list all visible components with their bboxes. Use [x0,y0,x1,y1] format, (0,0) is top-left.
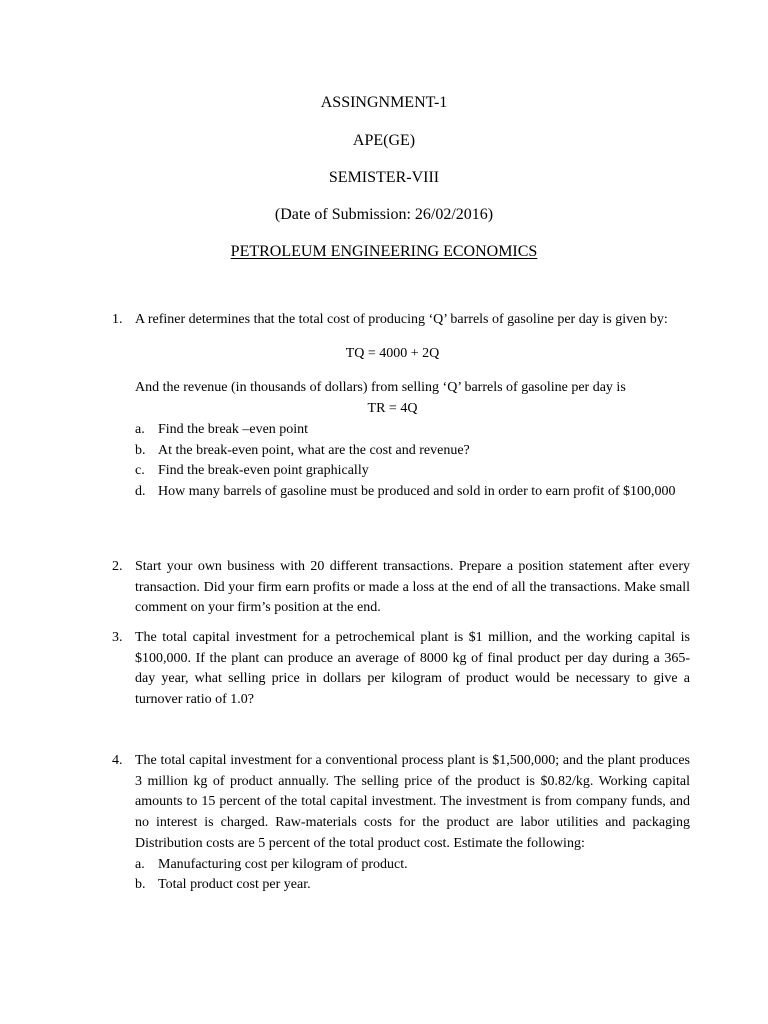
revenue-text: And the revenue (in thousands of dollars) from selling ‘Q’ barrels of gasoline per day is [135,380,626,396]
question-text: The total capital investment for a conventional process plant is $1,500,000; and the plant produces 3 million kg of product annually. The selling price of the product is $0.82/kg. Working capital amounts to 15 percent of the total capital investment. The investment is from company funds, and no interest is charged. Raw-materials costs for the product are labor utilities and packaging Distribution costs are 5 percent of the total product cost. Estimate the following: [135,753,690,851]
subject-title: PETROLEUM ENGINEERING ECONOMICS [230,243,538,260]
list-item: c. Find the break-even point graphically [135,463,369,479]
question-number: 1. [112,312,123,327]
question-number: 2. [112,559,123,574]
submission-date: (Date of Submission: 26/02/2016) [274,206,494,223]
list-item: b. At the break-even point, what are the cost and revenue? [135,442,470,458]
question-4 [112,751,690,896]
list-item: b. Total product cost per year. [135,877,311,893]
revenue-equation: TR = 4Q [367,401,418,417]
question-number: 4. [112,753,123,768]
question-2 [112,557,690,619]
question-3 [112,628,690,711]
semester-label: SEMISTER-VIII [328,169,440,186]
assignment-title: ASSINGNMENT-1 [320,94,448,111]
list-item: a. Find the break –even point [135,421,309,437]
list-item: d. How many barrels of gasoline must be produced and sold in order to earn profit of $100,000 [135,483,676,499]
question-text: Start your own business with 20 different transactions. Prepare a position statement after every transaction. Did your firm earn profits or made a loss at the end of all the transactions. Make small comment on your firm’s position at the end. [135,559,690,616]
cost-equation: TQ = 4000 + 2Q [345,345,440,361]
question-1 [112,310,690,503]
course-code: APE(GE) [352,132,416,149]
question-number: 3. [112,630,123,645]
question-text: A refiner determines that the total cost of producing ‘Q’ barrels of gasoline per day is given by: [135,312,668,327]
list-item: a. Manufacturing cost per kilogram of product. [135,856,408,872]
question-text: The total capital investment for a petrochemical plant is $1 million, and the working capital is $100,000. If the plant can produce an average of 8000 kg of final product per day during a 365-day year, what selling price in dollars per kilogram of product would be necessary to give a turnover ratio of 1.0? [135,630,690,708]
